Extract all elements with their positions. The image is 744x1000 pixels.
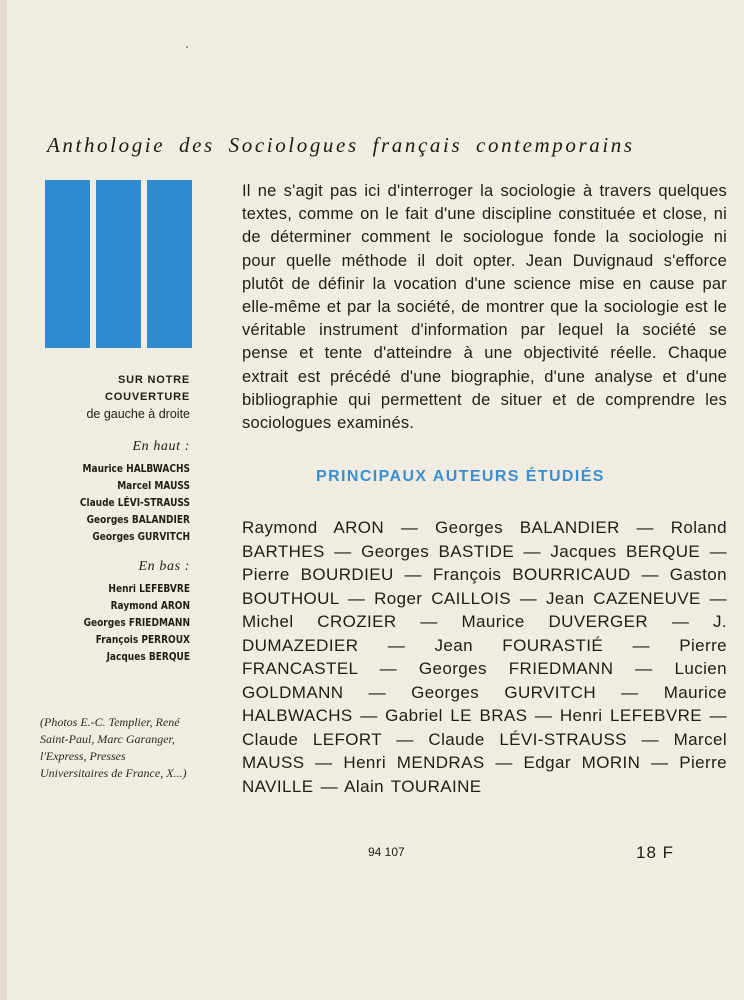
portrait-name: Henri LEFEBVRE: [108, 582, 190, 595]
cover-subheading: de gauche à droite: [86, 407, 190, 421]
series-title: Anthologie des Sociologues français contemporains: [47, 133, 635, 157]
blurb-paragraph: Il ne s'agit pas ici d'interroger la sociologie à travers quelques textes, comme on le fait d'une discipline constituée et close, ni de déterminer comment le sociologue fonde la sociologie ni pour quelle méthode il doit opter. Jean Duvignaud s'efforce plutôt de définir la vocation d'une science mise en cause par elle-même et par la société, de montrer que la sociologie est le véritable instrument d'information par lequel la société se pense et tente d'atteindre à une objectivité réelle. Chaque extrait est précédé d'une biographie, d'une analyse et d'une bibliographie qui permettent de situer et de comprendre les sociologues examinés.: [242, 182, 727, 433]
photo-credits: (Photos E.-C. Templier, René Saint-Paul, Marc Garanger, l'Express, Presses Universitaires de France, X...): [40, 715, 187, 780]
top-row-title: En haut :: [132, 439, 190, 454]
portrait-name: Claude LÉVI-STRAUSS: [79, 496, 190, 509]
speck: [186, 46, 188, 48]
portrait-name: Georges GURVITCH: [92, 530, 190, 543]
logo-bar: [96, 180, 141, 348]
price: 18 F: [636, 843, 675, 862]
logo-bar: [147, 180, 192, 348]
authors-heading: PRINCIPAUX AUTEURS ÉTUDIÉS: [316, 468, 605, 485]
portrait-name: Raymond ARON: [110, 599, 190, 612]
cover-heading: SUR NOTRE COUVERTURE: [104, 374, 190, 403]
bottom-row-names: [40, 580, 190, 665]
cover-caption: [40, 372, 190, 678]
portrait-name: Maurice HALBWACHS: [82, 462, 190, 475]
portrait-name: Georges FRIEDMANN: [83, 616, 190, 629]
authors-list: Raymond ARON — Georges BALANDIER — Roland BARTHES — Georges BASTIDE — Jacques BERQUE — Pierre BOURDIEU — François BOURRICAUD — Gaston BOUTHOUL — Roger CAILLOIS — Jean CAZENEUVE — Michel CROZIER — Maurice DUVERGER — J. DUMAZEDIER — Jean FOURASTIÉ — Pierre FRANCASTEL — Georges FRIEDMANN — Lucien GOLDMANN — Georges GURVITCH — Maurice HALBWACHS — Gabriel LE BRAS — Henri LEFEBVRE — Claude LEFORT — Claude LÉVI-STRAUSS — Marcel MAUSS — Henri MENDRAS — Edgar MORIN — Pierre NAVILLE — Alain TOURAINE: [242, 518, 727, 796]
portrait-name: Marcel MAUSS: [117, 479, 190, 492]
series-logo: [45, 180, 192, 348]
portrait-name: Jacques BERQUE: [106, 650, 190, 663]
portrait-name: François PERROUX: [95, 633, 190, 646]
bottom-row-title: En bas :: [138, 559, 190, 574]
page-edge: [0, 0, 7, 1000]
portrait-name: Georges BALANDIER: [86, 513, 190, 526]
top-row-names: [40, 460, 190, 545]
catalog-number: 94 107: [368, 845, 405, 859]
logo-bar: [45, 180, 90, 348]
